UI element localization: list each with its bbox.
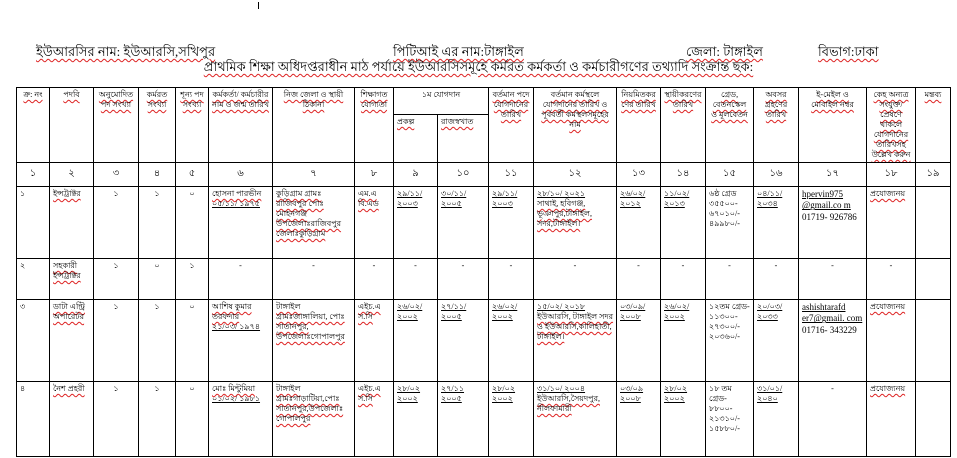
name-dob-cell (209, 187, 273, 259)
education-education: এম.এ বি.এড (358, 189, 379, 208)
grade-cell (706, 187, 754, 259)
current-station-current-station-date: - (573, 261, 577, 270)
serial-sl: ১ (20, 189, 26, 198)
current-post-date-current-post: ২৬/০২/ ২০০২ (492, 302, 518, 321)
permanent-permanent: ২৬/০২/ ২০০২ (664, 302, 690, 321)
retirement-retirement: ২০/০৩/ ২০৩৩ (757, 302, 783, 321)
regularization-regularization: ২৬/০২/ ২০১২ (620, 189, 646, 208)
column-number: ৬ (209, 163, 273, 187)
column-number: ৮ (355, 163, 394, 187)
column-number: ২ (50, 163, 94, 187)
email-mobile-cell (799, 382, 867, 457)
current-post-date-cell (489, 382, 534, 457)
grade-grade: ১২তম গ্রেড- ১১৩০০- ২৭৩০০/- ২০৩৬০/- (709, 302, 750, 341)
division: বিভাগ:ঢাকা (818, 44, 879, 59)
sanctioned-sanctioned: ১ (113, 302, 119, 311)
attached-attached: - (889, 261, 893, 270)
district: জেলা: টাঙ্গাইল (686, 44, 763, 59)
current-station-current-station-date: ২৮/১০/ ২০২১ (537, 189, 586, 198)
current-station-prev-stations: ইউআরসি, টাঙ্গাইল সদর ও ইউআরসি,কালিহাতী, টাঙ্গাইল। (537, 312, 614, 341)
current-post-date-cell (489, 259, 534, 300)
column-number: ১৩ (617, 163, 661, 187)
column-number: ১৮ (867, 163, 916, 187)
retirement-retirement: ৩১/০১/ ২০৪০ (757, 384, 783, 403)
remarks-cell (916, 187, 951, 259)
email-mobile-email: ashishtarafd er7@gmail. com (802, 302, 863, 324)
remarks-cell (916, 300, 951, 382)
retirement-cell (754, 259, 799, 300)
header-row (17, 88, 951, 115)
vacant-cell (176, 187, 209, 259)
vacant-cell (176, 259, 209, 300)
column-number: ১০ (438, 163, 489, 187)
current-post-date-current-post: ২৯/১১/ ২০০৩ (492, 189, 518, 208)
current-station-prev-stations: সাথাই, হবিগঞ্জ, ভূঞাপুর,টাঙ্গাইল, সদর,টাঙ্গাইল। (537, 199, 593, 228)
project-join-cell (394, 382, 438, 457)
email-mobile-mobile: 01716- 343229 (802, 324, 857, 335)
education-education: এইচ.এ স.সি (358, 302, 381, 321)
serial-sl: ২ (20, 261, 26, 270)
current-post-date-cell (489, 300, 534, 382)
col-header-revenue: রাজস্বখাত (438, 114, 489, 162)
education-cell (355, 259, 394, 300)
col-header-email-mobile: ই-মেইল ও মোবাইল নম্বর (799, 88, 867, 163)
name-dob-cell (209, 259, 273, 300)
regularization-cell (617, 187, 661, 259)
address-address: টাঙ্গাইল গ্রামঃজাঙ্গালিয়া, পোঃ সাতানপুর, উপজেলাঃগোপালপুর (276, 302, 345, 341)
project-join-project: ২৮/০২ ২০০২ (397, 384, 421, 403)
col-header-grade: গ্রেড, বেতনস্কেল ও মূলবেতন (706, 88, 754, 163)
vacant-vacant: ০ (189, 302, 195, 311)
vacant-vacant: ১ (189, 261, 195, 270)
project-join-cell (394, 187, 438, 259)
regularization-regularization: ০৩/০৯ ২০০৮ (620, 384, 644, 403)
col-header-remarks: মন্তব্য (916, 88, 951, 163)
revenue-join-cell (438, 259, 489, 300)
address-cell (273, 259, 355, 300)
name-dob-name: - (239, 261, 242, 270)
regularization-cell (617, 382, 661, 457)
vacant-vacant: ০ (189, 189, 195, 198)
sanctioned-sanctioned: ১ (113, 384, 119, 393)
sanctioned-cell (94, 259, 139, 300)
column-number: ১ (17, 163, 50, 187)
permanent-cell (661, 259, 706, 300)
email-mobile-mobile: 01719- 926786 (802, 211, 857, 222)
col-header-sanctioned: অনুমোদিত পদ সংখ্যা (94, 88, 139, 163)
name-dob-dob: ২১/০৩/ ১৯৭৪ (212, 322, 261, 331)
attached-attached: প্রযোজ্যনয় (870, 189, 906, 198)
col-header-working: কর্মরত সংখ্যা (139, 88, 176, 163)
name-dob-cell (209, 382, 273, 457)
retirement-cell (754, 187, 799, 259)
working-cell (139, 187, 176, 259)
education-cell (355, 382, 394, 457)
grade-cell (706, 259, 754, 300)
column-number: ৭ (273, 163, 355, 187)
table-row (17, 300, 951, 382)
post-cell (50, 382, 94, 457)
current-post-date-current-post: ২৮/০২ ২০০২ (492, 384, 516, 403)
grade-cell (706, 382, 754, 457)
working-working: ০ (154, 261, 160, 270)
col-header-name-dob: কর্মকর্তা/ কর্মচারীর নাম ও জন্ম তারিখ (209, 88, 273, 163)
regularization-regularization: ০৩/০৯/ ২০০৮ (620, 302, 646, 321)
grade-cell (706, 300, 754, 382)
revenue-join-revenue: ২৭/১১/ ২০০৫ (441, 302, 467, 321)
table-row (17, 382, 951, 457)
name-dob-dob: ০১/০২/ ১৯৮১ (212, 394, 261, 403)
post-post: ইন্সট্রাক্টর (53, 189, 81, 198)
serial-cell (17, 187, 50, 259)
working-cell (139, 382, 176, 457)
vacant-cell (176, 300, 209, 382)
sanctioned-cell (94, 187, 139, 259)
revenue-join-revenue: - (461, 261, 465, 270)
current-post-date-cell (489, 187, 534, 259)
retirement-retirement: ০৪/১১/ ২০৩৪ (757, 189, 783, 208)
email-mobile-email: - (831, 261, 834, 270)
col-header-education: শিক্ষাগত যোগ্যতা (355, 88, 394, 163)
remarks-cell (916, 259, 951, 300)
regularization-cell (617, 259, 661, 300)
revenue-join-revenue: ২৭/১১ ২০০৫ (441, 384, 465, 403)
project-join-project: ২৬/০২/ ২০০২ (397, 302, 423, 321)
grade-grade: ১৮ তম গ্রেড- ৮৮০০- ২১৩১০/- ১৫৮৮০/- (709, 384, 740, 433)
address-cell (273, 187, 355, 259)
serial-sl: ৪ (20, 384, 26, 393)
post-cell (50, 187, 94, 259)
table-row (17, 259, 951, 300)
sanctioned-sanctioned: ১ (113, 189, 119, 198)
retirement-cell (754, 382, 799, 457)
education-cell (355, 300, 394, 382)
name-dob-dob: ০৫/১১/ ১৯৭৫ (212, 199, 260, 208)
permanent-permanent: ২৮/০২ ২০০২ (664, 384, 688, 403)
col-header-post: পদবি (50, 88, 94, 163)
permanent-cell (661, 300, 706, 382)
email-mobile-email: hpervin975 @gmail.co m (802, 189, 851, 211)
retirement-retirement: - (774, 261, 778, 270)
email-mobile-cell (799, 300, 867, 382)
urc-name: ইউআরসির নাম: ইউআরসি,সখিপুর (36, 44, 216, 59)
post-post: নৈশ প্রহরী (53, 384, 85, 393)
vacant-vacant: ০ (189, 384, 195, 393)
permanent-cell (661, 187, 706, 259)
attached-attached: প্রযোজ্যনয় (870, 302, 906, 311)
education-education: এইচ.এ স.সি (358, 384, 381, 403)
col-header-first-join: ১ম যোগদান (394, 88, 489, 115)
working-cell (139, 300, 176, 382)
email-mobile-cell (799, 259, 867, 300)
current-post-date-current-post: - (509, 261, 513, 270)
address-address: - (312, 261, 315, 270)
project-join-project: ২৯/১১/ ২০০৩ (397, 189, 423, 208)
column-number: ৩ (94, 163, 139, 187)
col-header-current-station: বর্তমান কর্মস্থলে যোগদানের তারিখ ও পূর্ববর্তী কর্মস্থলসমূহের নাম (534, 88, 617, 163)
education-cell (355, 187, 394, 259)
current-station-cell (534, 259, 617, 300)
working-working: ১ (154, 384, 160, 393)
working-working: ১ (154, 189, 160, 198)
remarks-cell (916, 382, 951, 457)
address-address: টাঙ্গাইল গ্রামঃগাড়াটিয়া,পোঃ সাতানপুর,উপজেলাঃ গোপালপুর (276, 384, 344, 423)
column-number: ৫ (176, 163, 209, 187)
col-header-serial: ক্র: নং (17, 88, 50, 163)
project-join-cell (394, 259, 438, 300)
column-number: ১১ (489, 163, 534, 187)
post-cell (50, 300, 94, 382)
col-header-regularization: নিয়মিতকরণের তারিখ (617, 88, 661, 163)
email-mobile-email: - (831, 384, 834, 393)
col-header-current-post-date: বর্তমান পদে যোগদানের তারিখ (489, 88, 534, 163)
working-cell (139, 259, 176, 300)
permanent-permanent: - (681, 261, 685, 270)
revenue-join-cell (438, 300, 489, 382)
retirement-cell (754, 300, 799, 382)
current-station-current-station-date: ৩১/১০/ ২০০৪ (537, 384, 586, 393)
name-dob-cell (209, 300, 273, 382)
name-dob-name: মোঃ মিন্টুমিয়া (212, 384, 256, 393)
email-mobile-cell (799, 187, 867, 259)
attached-cell (867, 300, 916, 382)
document-title: প্রাথমিক শিক্ষা অধিদপ্তরাধীন মাঠ পর্যায়ে ইউআরসিসমূহে কর্মরত কর্মকর্তা ও কর্মচারীগণের তথ্যাদি সংক্রান্ত ছক: (203, 59, 754, 74)
regularization-cell (617, 300, 661, 382)
revenue-join-cell (438, 187, 489, 259)
address-cell (273, 300, 355, 382)
current-station-cell (534, 300, 617, 382)
vacant-cell (176, 382, 209, 457)
current-station-cell (534, 187, 617, 259)
attached-attached: প্রযোজ্যনয় (870, 384, 906, 393)
project-join-project: - (414, 261, 417, 270)
permanent-permanent: ১১/০২/ ২০১৩ (664, 189, 690, 208)
current-station-cell (534, 382, 617, 457)
column-number: ১৯ (916, 163, 951, 187)
column-number: ১৬ (754, 163, 799, 187)
grade-grade: ৬ষ্ঠ গ্রেড ৩৫৫০০- ৬৭০১০/- ৪৯৯৮০/- (709, 189, 740, 228)
sanctioned-cell (94, 382, 139, 457)
working-working: ১ (154, 302, 160, 311)
pti-name: পিটিআই এর নাম:টাঙ্গাইল (393, 44, 524, 59)
table-row (17, 187, 951, 259)
post-post: সহকারী ইন্সট্রাক্টর (53, 261, 81, 280)
serial-cell (17, 259, 50, 300)
col-header-project: প্রকল্প (394, 114, 438, 162)
address-cell (273, 382, 355, 457)
col-header-retirement: অবসর গ্রহণের তারিখ (754, 88, 799, 163)
staff-info-table (16, 87, 951, 457)
column-number: ৯ (394, 163, 438, 187)
column-number: ৪ (139, 163, 176, 187)
address-address: কুড়িগ্রাম গ্রামঃ রাজিবপুর পোঃ মোহনগঞ্জ উপজেলাঃরাজিবপুর জেলাঃকুড়িগ্রাম (276, 189, 342, 238)
column-number: ১৭ (799, 163, 867, 187)
column-number-row (17, 163, 951, 187)
sanctioned-sanctioned: ১ (113, 261, 119, 270)
permanent-cell (661, 382, 706, 457)
column-number: ১৪ (661, 163, 706, 187)
column-number: ১২ (534, 163, 617, 187)
name-dob-name: আশিষ কুমার তরফদার (212, 302, 252, 321)
column-number: ১৫ (706, 163, 754, 187)
grade-grade: - (728, 261, 731, 270)
serial-cell (17, 300, 50, 382)
col-header-permanent: স্থায়ীকরণের তারিখ (661, 88, 706, 163)
post-post: ডাটা এন্ট্রি অপারেটর (53, 302, 85, 321)
text-cursor (258, 2, 259, 9)
project-join-cell (394, 300, 438, 382)
revenue-join-cell (438, 382, 489, 457)
col-header-attached: কেহ অন্যত্র সংযুক্ত/প্রেষণে থাকলে যোগদানের তারিখসহ উল্লেখ করুন (867, 88, 916, 163)
regularization-regularization: - (637, 261, 640, 270)
name-dob-name: হোসনা পারভীন (212, 189, 262, 198)
serial-cell (17, 382, 50, 457)
revenue-join-revenue: ৩০/১১/ ২০০৫ (441, 189, 467, 208)
education-education: - (372, 261, 376, 270)
attached-cell (867, 382, 916, 457)
sanctioned-cell (94, 300, 139, 382)
current-station-current-station-date: ১৫/০২/ ২০১৮ (537, 302, 586, 311)
serial-sl: ৩ (20, 302, 26, 311)
col-header-vacant: শূন্য পদ সংখ্যা (176, 88, 209, 163)
current-station-prev-stations: ইউআরসি,সৈয়দপুর, নীলফামারী (537, 394, 600, 413)
attached-cell (867, 187, 916, 259)
post-cell (50, 259, 94, 300)
attached-cell (867, 259, 916, 300)
col-header-address: নিজ জেলা ও স্থায়ী ঠিকানা (273, 88, 355, 163)
